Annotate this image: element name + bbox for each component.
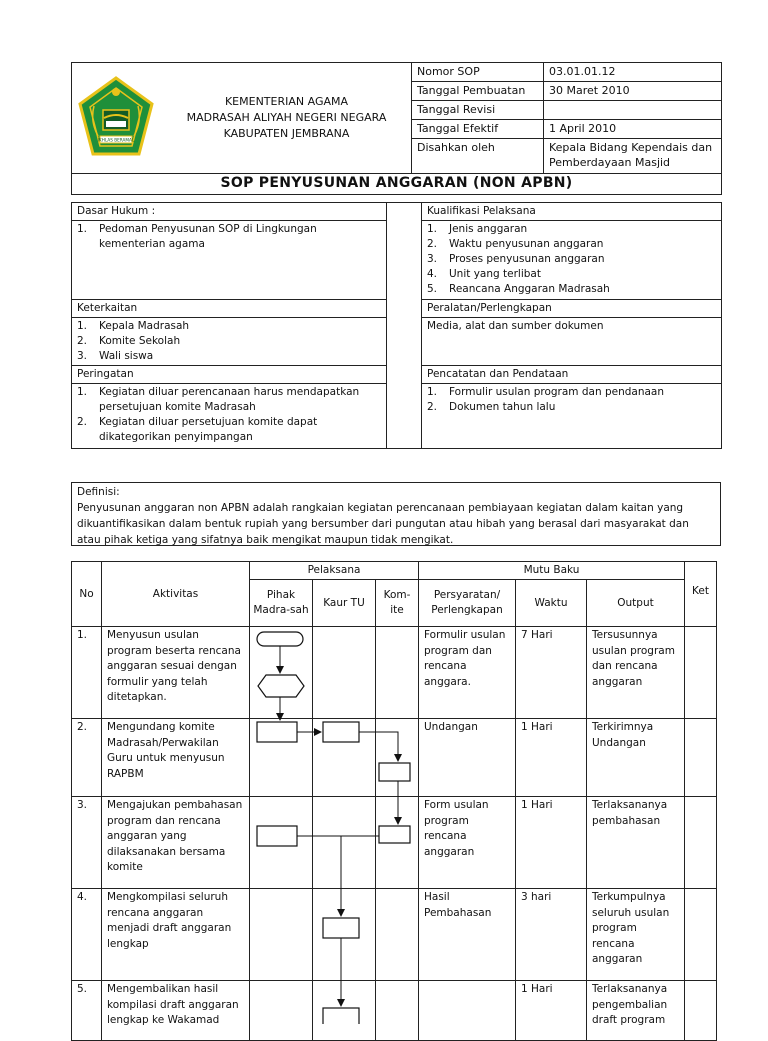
peringatan-heading: Peringatan [72,366,387,384]
disahkan-label: Disahkan oleh [412,139,544,174]
kualifikasi-item: Jenis anggaran [449,223,528,235]
ministry-block [72,63,412,174]
col-aktivitas: Aktivitas [102,562,250,627]
tanggal-revisi-value [544,101,722,120]
definisi-text: Penyusunan anggaran non APBN adalah rangkaian kegiatan perencanaan pembiayaan kegiatan dalam kaitan yang dikuantifikasikan dalam bentuk rupiah yang bersumber dari pungutan atau hibah yang berasal dari masyarakat dan atau pihak ketiga yang sifatnya baik mengikat maupun tidak mengikat. [77,502,689,546]
regency-name: KABUPATEN JEMBRANA [223,127,350,140]
row-aktivitas: Mengembalikan hasil kompilasi draft anggaran lengkap ke Wakamad [102,981,250,1041]
school-name: MADRASAH ALIYAH NEGERI NEGARA [186,111,387,124]
row-persyaratan [419,981,516,1041]
kualifikasi-item: Proses penyusunan anggaran [449,253,605,265]
col-kaur-tu: Kaur TU [313,580,376,627]
dasar-hukum-item: Pedoman Penyusunan SOP di Lingkungan kementerian agama [99,223,317,250]
tanggal-pembuatan-value: 30 Maret 2010 [544,82,722,101]
row-no: 2. [72,719,102,797]
tanggal-revisi-label: Tanggal Revisi [412,101,544,120]
table-row [72,627,717,719]
table-row [72,719,717,797]
table-row [72,981,717,1041]
row-aktivitas: Menyusun usulan program beserta rencana anggaran sesuai dengan formulir yang telah ditetapkan. [102,627,250,719]
table-row [72,797,717,889]
tanggal-pembuatan-label: Tanggal Pembuatan [412,82,544,101]
kualifikasi-item: Reancana Anggaran Madrasah [449,283,610,295]
row-output: Terlaksananya pembahasan [587,797,685,889]
row-waktu: 3 hari [516,889,587,981]
row-no: 1. [72,627,102,719]
row-waktu: 1 Hari [516,719,587,797]
row-no: 4. [72,889,102,981]
kualifikasi-item: Unit yang terlibat [449,268,541,280]
row-output: Tersusunnya usulan program dan rencana anggaran [587,627,685,719]
col-persyaratan: Persyaratan/ Perlengkapan [419,580,516,627]
peringatan-item: Kegiatan diluar persetujuan komite dapat dikategorikan penyimpangan [99,416,318,443]
row-persyaratan: Hasil Pembahasan [419,889,516,981]
logo-motto: IKHLAS BERAMAL [97,137,135,143]
keterkaitan-item: Komite Sekolah [99,335,181,347]
col-output: Output [587,580,685,627]
kualifikasi-heading: Kualifikasi Pelaksana [422,203,722,221]
disahkan-value: Kepala Bidang Kependais dan Pemberdayaan Masjid [544,139,722,174]
col-waktu: Waktu [516,580,587,627]
keterkaitan-heading: Keterkaitan [72,300,387,318]
kualifikasi-item: Waktu penyusunan anggaran [449,238,604,250]
dasar-hukum-heading: Dasar Hukum : [72,203,387,221]
pencatatan-list: 1. Formulir usulan program dan pendanaan 2. Dokumen tahun lalu [422,384,722,449]
table-row [72,889,717,981]
nomor-sop-label: Nomor SOP [412,63,544,82]
col-pihak-madrasah: Pihak Madra-sah [250,580,313,627]
ministry-name: KEMENTERIAN AGAMA [224,95,349,108]
row-persyaratan: Formulir usulan program dan rencana anggara. [419,627,516,719]
row-aktivitas: Mengajukan pembahasan program dan rencana anggaran yang dilaksanakan bersama komite [102,797,250,889]
kualifikasi-list: 1. Jenis anggaran 2. Waktu penyusunan anggaran 3. Proses penyusunan anggaran 4. Unit yang terlibat 5. Reancana Anggaran Madrasah [422,221,722,300]
row-aktivitas: Mengundang komite Madrasah/Perwakilan Guru untuk menyusun RAPBM [102,719,250,797]
info-separator [387,203,422,449]
pencatatan-item: Dokumen tahun lalu [449,401,556,413]
col-komite: Kom-ite [376,580,419,627]
keterkaitan-list: 1. Kepala Madrasah 2. Komite Sekolah 3. Wali siswa [72,318,387,366]
row-output: Terkirimnya Undangan [587,719,685,797]
tanggal-efektif-value: 1 April 2010 [544,120,722,139]
peralatan-heading: Peralatan/Perlengkapan [422,300,722,318]
keterkaitan-item: Kepala Madrasah [99,320,190,332]
ministry-logo [76,76,156,160]
col-mutu-baku: Mutu Baku [419,562,685,580]
row-output: Terkumpulnya seluruh usulan program rencana anggaran [587,889,685,981]
col-pelaksana: Pelaksana [250,562,419,580]
definisi-heading: Definisi: [77,486,120,498]
pencatatan-heading: Pencatatan dan Pendataan [422,366,722,384]
row-no: 3. [72,797,102,889]
row-waktu: 1 Hari [516,797,587,889]
row-waktu: 1 Hari [516,981,587,1041]
sop-header-table [71,62,722,195]
peringatan-item: Kegiatan diluar perencanaan harus mendapatkan persetujuan komite Madrasah [99,386,360,413]
tanggal-efektif-label: Tanggal Efektif [412,120,544,139]
col-ket: Ket [685,562,717,627]
nomor-sop-value: 03.01.01.12 [544,63,722,82]
row-persyaratan: Undangan [419,719,516,797]
dasar-hukum-list: 1. Pedoman Penyusunan SOP di Lingkungan kementerian agama [72,221,387,300]
process-table [71,561,717,1041]
row-waktu: 7 Hari [516,627,587,719]
keterkaitan-item: Wali siswa [99,350,154,362]
row-output: Terlaksananya pengembalian draft program [587,981,685,1041]
col-no: No [72,562,102,627]
row-persyaratan: Form usulan program rencana anggaran [419,797,516,889]
sop-title: SOP PENYUSUNAN ANGGARAN (NON APBN) [72,174,722,195]
sop-info-table [71,202,722,449]
definisi-box [71,482,721,546]
row-aktivitas: Mengkompilasi seluruh rencana anggaran menjadi draft anggaran lengkap [102,889,250,981]
peralatan-text: Media, alat dan sumber dokumen [422,318,722,366]
pencatatan-item: Formulir usulan program dan pendanaan [449,386,665,398]
peringatan-list: 1. Kegiatan diluar perencanaan harus mendapatkan persetujuan komite Madrasah 2. Kegiatan diluar persetujuan komite dapat dikategorikan penyimpangan [72,384,387,449]
row-no: 5. [72,981,102,1041]
